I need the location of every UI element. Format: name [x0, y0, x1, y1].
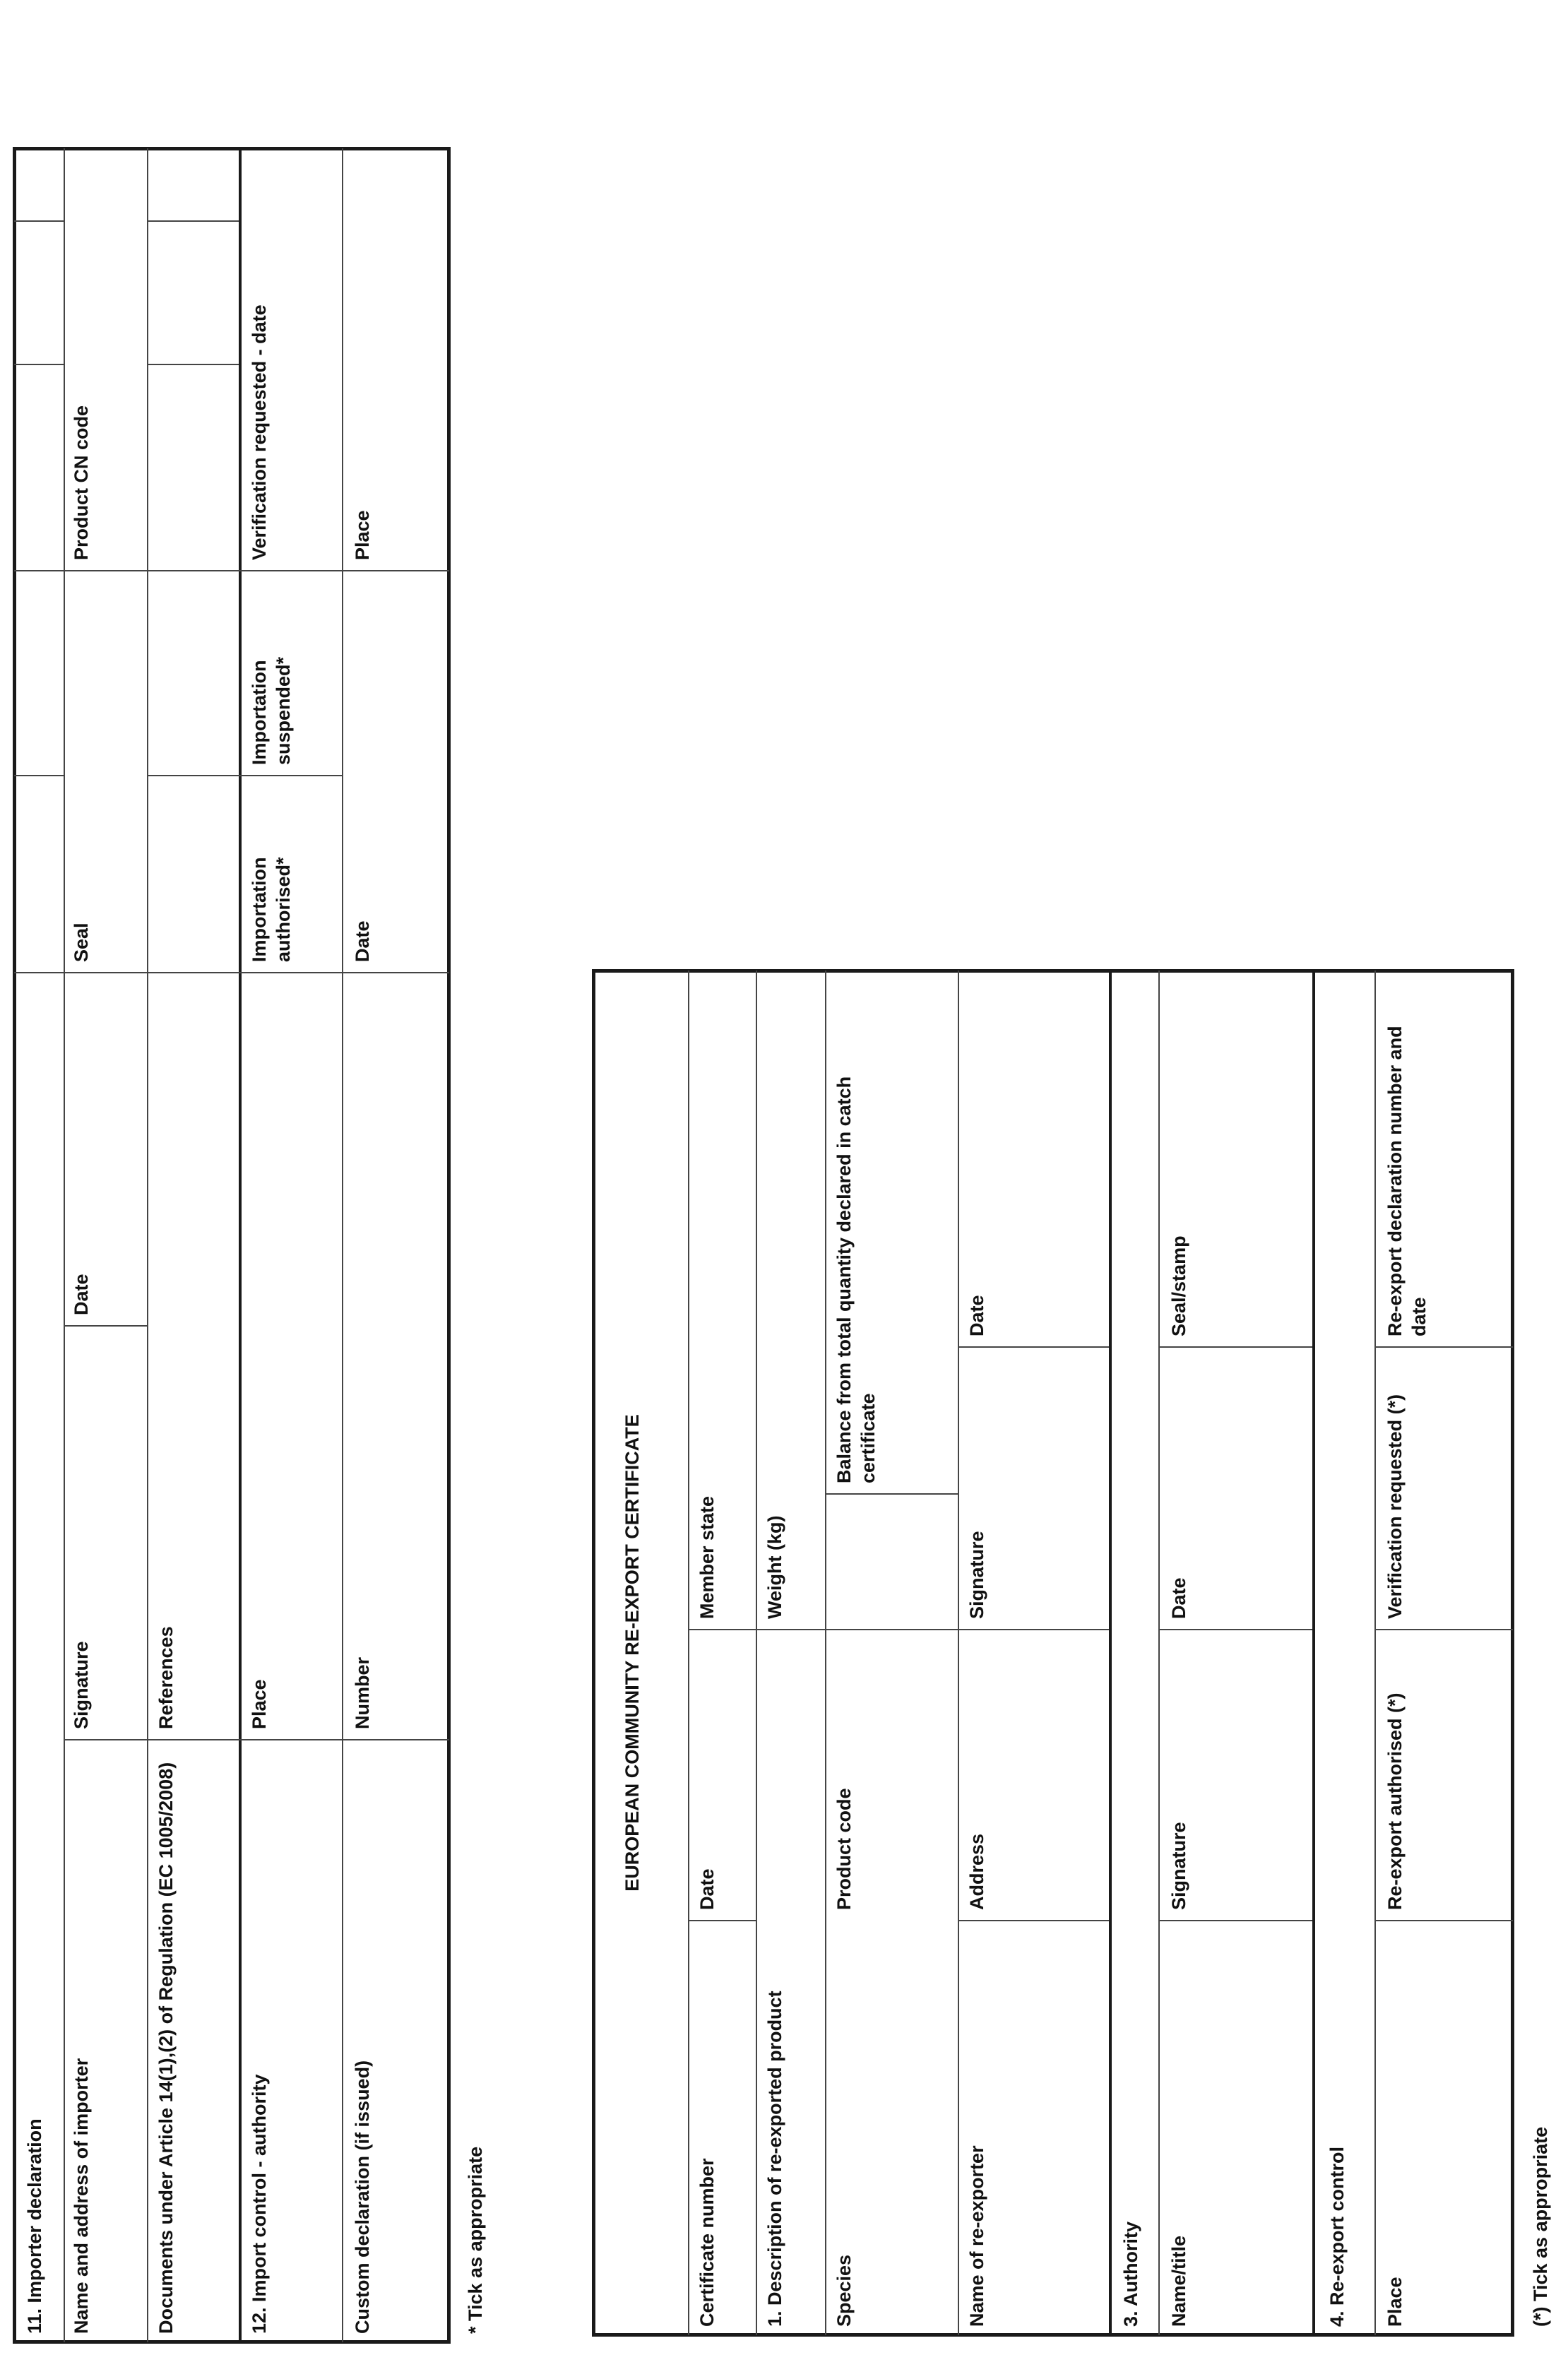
address-label: Address — [966, 1833, 987, 1910]
tick-footnote: (*) Tick as appropriate — [1530, 2126, 1551, 2327]
row-line-bold — [1312, 971, 1315, 2335]
number-label: Number — [352, 1656, 373, 1729]
col-line — [14, 775, 64, 776]
col-line — [147, 972, 239, 973]
col-line — [239, 972, 342, 973]
col-line — [342, 570, 449, 571]
col-line — [64, 1739, 147, 1740]
col-line — [147, 220, 239, 222]
place-label: Place — [352, 510, 373, 560]
row-line-bold — [1109, 971, 1112, 2335]
col-line — [147, 570, 239, 571]
signature-label: Signature — [1168, 1822, 1189, 1910]
description-header: 1. Description of re-exported product — [764, 1991, 785, 2327]
row-line — [342, 148, 343, 2342]
col-line — [14, 364, 64, 365]
reexport-declaration-label: Re-export declaration number and date — [1384, 1026, 1430, 1336]
row-line — [147, 148, 148, 2342]
product-cn-code-label: Product CN code — [71, 405, 92, 560]
custom-declaration-label: Custom declaration (if issued) — [352, 2060, 373, 2334]
col-line — [147, 775, 239, 776]
product-code-label: Product code — [833, 1788, 855, 1910]
col-line — [239, 1739, 342, 1740]
col-line — [825, 1493, 958, 1495]
col-line — [239, 570, 342, 571]
verification-requested-label: Verification requested (*) — [1384, 1394, 1406, 1619]
col-line — [239, 775, 342, 776]
row-line — [64, 148, 65, 2342]
date-label: Date — [696, 1868, 718, 1910]
reexporter-name-label: Name of re-exporter — [966, 2145, 987, 2327]
verification-requested-label: Verification requested - date — [249, 304, 270, 560]
import-control-header: 12. Import control - authority — [249, 2074, 270, 2334]
row-line — [688, 971, 689, 2335]
importation-suspended-label: Importation suspended* — [249, 656, 294, 765]
date-label: Date — [1168, 1577, 1189, 1619]
row-line — [825, 971, 826, 2335]
col-line — [958, 1346, 1109, 1348]
seal-label: Seal — [71, 923, 92, 962]
tick-footnote: * Tick as appropriate — [465, 2146, 486, 2334]
reexport-control-header: 4. Re-export control — [1326, 2146, 1348, 2327]
col-line — [14, 972, 64, 973]
col-line — [14, 220, 64, 222]
species-label: Species — [833, 2254, 855, 2327]
col-line — [825, 1629, 958, 1630]
date-label: Date — [71, 1274, 92, 1315]
importation-authorised-label: Importation authorised* — [249, 857, 294, 962]
reexport-table-border — [592, 969, 1514, 2337]
col-line — [1158, 1920, 1312, 1921]
place-label: Place — [1384, 2277, 1406, 2327]
row-line — [1158, 971, 1160, 2335]
col-line — [958, 1920, 1109, 1921]
authority-header: 3. Authority — [1120, 2221, 1141, 2327]
col-line — [1374, 1920, 1513, 1921]
col-line — [64, 972, 147, 973]
row-line-bold — [239, 148, 242, 2342]
col-line — [1374, 1629, 1513, 1630]
reexport-authorised-label: Re-export authorised (*) — [1384, 1692, 1406, 1910]
date-label: Date — [352, 920, 373, 962]
signature-label: Signature — [71, 1641, 92, 1729]
col-line — [1374, 1346, 1513, 1348]
col-line — [756, 1629, 825, 1630]
col-line — [342, 1739, 449, 1740]
reexport-certificate-title: EUROPEAN COMMUNITY RE-EXPORT CERTIFICATE — [622, 1414, 643, 1892]
place-label: Place — [249, 1679, 270, 1729]
balance-label: Balance from total quantity declared in catch certificate — [833, 1076, 879, 1483]
row-line — [1374, 971, 1376, 2335]
col-line — [14, 570, 64, 571]
col-line — [147, 1739, 239, 1740]
member-state-label: Member state — [696, 1495, 718, 1619]
col-line — [342, 972, 449, 973]
row-line — [756, 971, 757, 2335]
references-label: References — [155, 1626, 177, 1729]
name-title-label: Name/title — [1168, 2235, 1189, 2327]
signature-label: Signature — [966, 1531, 987, 1619]
weight-label: Weight (kg) — [764, 1515, 785, 1619]
name-address-importer-label: Name and address of importer — [71, 2058, 92, 2334]
col-line — [688, 1920, 756, 1921]
col-line — [64, 1325, 147, 1327]
col-line — [1158, 1629, 1312, 1630]
seal-stamp-label: Seal/stamp — [1168, 1235, 1189, 1336]
col-line — [64, 570, 147, 571]
documents-article-label: Documents under Article 14(1),(2) of Regulation (EC 1005/2008) — [155, 1762, 177, 2334]
certificate-number-label: Certificate number — [696, 2158, 718, 2327]
col-line — [1158, 1346, 1312, 1348]
date-label: Date — [966, 1295, 987, 1336]
col-line — [958, 1629, 1109, 1630]
col-line — [688, 1629, 756, 1630]
row-line — [958, 971, 959, 2335]
importer-declaration-header: 11. Importer declaration — [24, 2118, 45, 2334]
col-line — [147, 364, 239, 365]
